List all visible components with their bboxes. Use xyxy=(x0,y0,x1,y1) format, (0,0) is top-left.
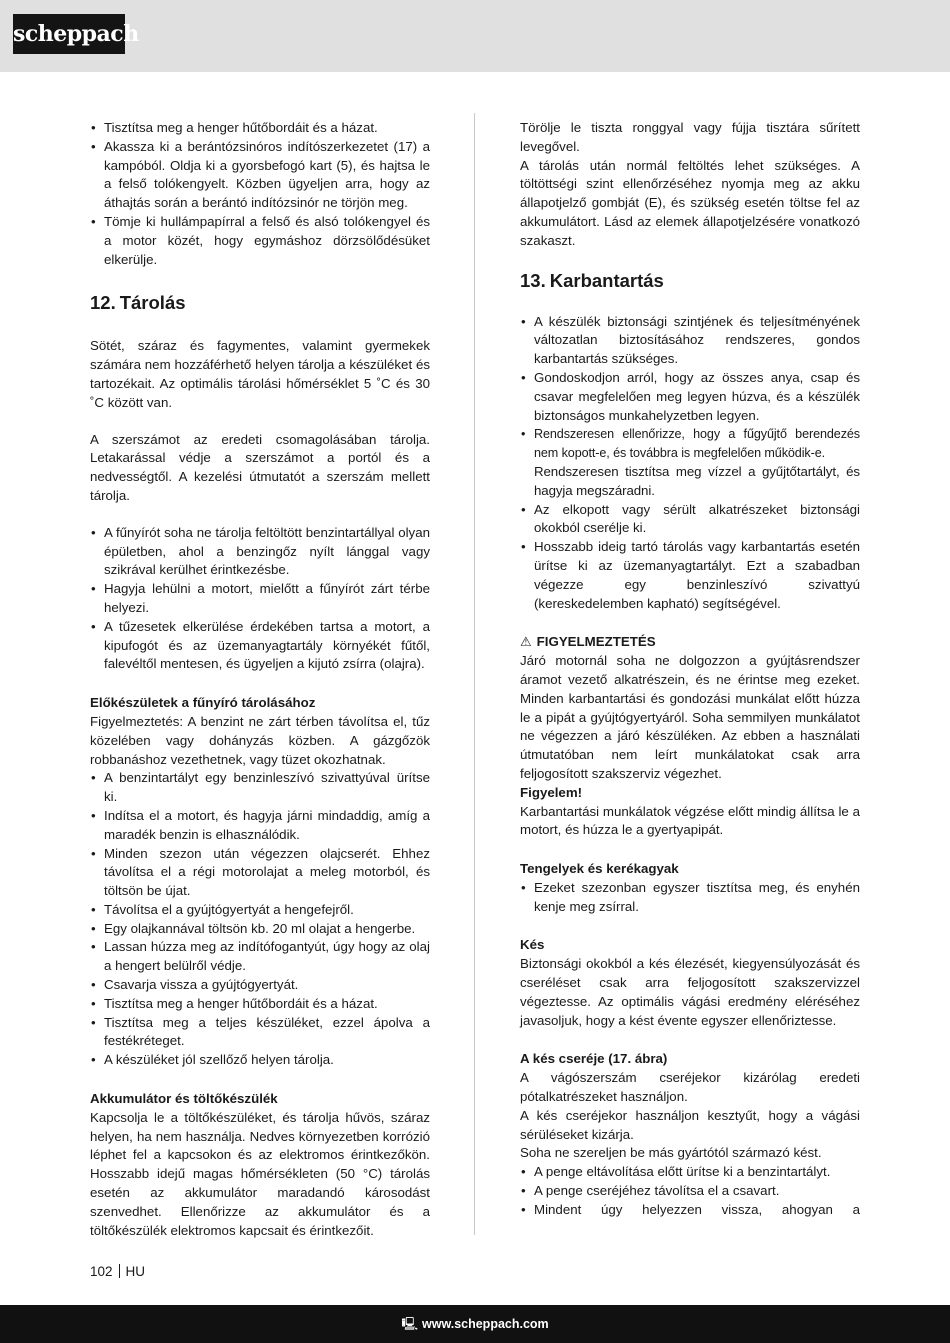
list-item: • Tömje ki hullámpapírral a felső és alsó tolókengyel és a motor közét, hogy egymáshoz dörzsölődésüket elkerülje. xyxy=(90,213,430,269)
list-item: • A benzintartályt egy benzinleszívó szivattyúval ürítse ki. xyxy=(90,769,430,807)
cleaning-list xyxy=(90,119,430,269)
list-item: • Hosszabb ideig tartó tárolás vagy karbantartás esetén ürítse ki az üzemanyagtartályt. Ezt a szabadban végezze egy benzinleszívó szivattyú (kereskedelemben kapható) segítségével. xyxy=(520,538,860,613)
list-item: • A penge cseréjéhez távolítsa el a csavart. xyxy=(520,1182,860,1201)
list-item: • Távolítsa el a gyújtógyertyát a hengefejről. xyxy=(90,901,430,920)
column-divider xyxy=(474,113,475,1235)
list-item: • Indítsa el a motort, és hagyja járni mindaddig, amíg a maradék benzin is elhasználódik. xyxy=(90,807,430,845)
list-item: • A készüléket jól szellőző helyen tárolja. xyxy=(90,1051,430,1070)
list-item: • Hagyja lehülni a motort, mielőtt a fűnyírót zárt térbe helyezi. xyxy=(90,580,430,618)
bottom-bar xyxy=(0,1305,950,1343)
footer-separator xyxy=(119,1264,120,1278)
knife-change-line: A kés cseréjekor használjon kesztyűt, hogy a vágási sérüléseket kizárja. xyxy=(520,1107,860,1142)
knife-change-list xyxy=(520,1163,860,1219)
section-heading-storage: 12. Tárolás xyxy=(90,292,186,314)
fuel-warning-list xyxy=(90,524,430,674)
warning-icon: ⚠ xyxy=(520,634,532,650)
website-link[interactable]: 🖳 www.scheppach.com xyxy=(401,1317,549,1331)
list-item: • Gondoskodjon arról, hogy az összes anya, csap és csavar megfelelően meg legyen húzva, és a készülék biztonságos munkahelyzetben legyen. xyxy=(520,369,860,425)
page-footer xyxy=(90,1264,145,1279)
subheading-knife: Kés xyxy=(520,937,545,953)
list-item: • Tisztítsa meg a henger hűtőbordáit és a házat. xyxy=(90,995,430,1014)
scheppach-logo: scheppach xyxy=(13,14,125,54)
list-item: • A tűzesetek elkerülése érdekében tartsa a motort, a kipufogót és az üzemanyagtartály környékét fűtől, falevéltől mentesen, és ügyeljen a kijutó zsírra (olajra). xyxy=(90,618,430,674)
right-column xyxy=(520,119,860,1220)
list-item: • Csavarja vissza a gyújtógyertyát. xyxy=(90,976,430,995)
storage-paragraph: A szerszámot az eredeti csomagolásában tárolja. Letakarással védje a szerszámot a portól és a nedvességtől. A kezelési útmutatót a szerszám mellett tárolja. xyxy=(90,431,430,503)
list-item: • Lassan húzza meg az indítófogantyút, úgy hogy az olaj a hengert belülről védje. xyxy=(90,938,430,976)
attention-heading: Figyelem! xyxy=(520,784,583,800)
knife-change-line: Soha ne szereljen be más gyártótól származó kést. xyxy=(520,1145,822,1161)
subheading-knife-change: A kés cseréje (17. ábra) xyxy=(520,1051,668,1067)
list-item: • A készülék biztonsági szintjének és teljesítményének változatlan biztosításához rendszeres, gondos karbantartás szükséges. xyxy=(520,313,860,369)
list-item: • Minden szezon után végezzen olajcserét. Ehhez távolítsa el a régi motorolajat a meleg motorból, és töltsön be újat. xyxy=(90,845,430,901)
computer-icon: 🖳 xyxy=(401,1317,419,1331)
list-item: • Rendszeresen ellenőrizze, hogy a fűgyűjtő berendezés nem kopott-e, és továbbra is megfelelően működik-e. Rendszeresen tisztítsa meg vízzel a gyűjtőtartályt, és hagyja megszáradni. xyxy=(520,425,860,500)
subheading-axles: Tengelyek és kerékagyak xyxy=(520,861,679,877)
maintenance-list xyxy=(520,313,860,614)
list-item: • Tisztítsa meg a teljes készüléket, ezzel ápolva a festékréteget. xyxy=(90,1014,430,1052)
list-item: • Tisztítsa meg a henger hűtőbordáit és a házat. xyxy=(90,119,430,138)
section-heading-maintenance: 13. Karbantartás xyxy=(520,269,664,291)
storage-paragraph: Sötét, száraz és fagymentes, valamint gyermekek számára nem hozzáférhető helyen tárolja a készüléket és tartozékait. Az optimális tárolási hőmérséklet 5 ˚C és 30 ˚C között van. xyxy=(90,338,430,410)
list-item: • Akassza ki a berántózsinóros indítószerkezetet (17) a kampóból. Oldja ki a gyorsbefogó kart (5), és hajtsa le a felső tolókengyelt. Közben ügyeljen arra, hogy az áthajtás során a berántó indítózsinór ne törjön meg. xyxy=(90,138,430,213)
charging-paragraph: A tárolás után normál feltöltés lehet szükséges. A töltöttségi szint ellenőrzéséhez nyomja meg az akku állapotjelző gombját (E), és szükség esetén töltse fel az akkumulátort. Lásd az elemek állapotjelzésére vonatkozó szakaszt. xyxy=(520,157,860,248)
cleaning-paragraph: Törölje le tiszta ronggyal vagy fújja tisztára sűrített levegővel. xyxy=(520,120,860,154)
warning-paragraph: Járó motornál soha ne dolgozzon a gyújtásrendszer áramot vezető alkatrészein, és ne érintse meg ezeket. Minden karbantartási és gondozási munkálat előtt húzza le a pipát a gyújtógyertyáról. Soha semmilyen munkálatot ne végezzen a járó készüléken. Az ebben a használati útmutatóban nem leírt munkálatokat csak arra feljogosított szakszerviz végezhet. xyxy=(520,653,860,781)
list-item: • Mindent úgy helyezzen vissza, ahogyan a xyxy=(520,1201,860,1220)
language-code: HU xyxy=(125,1264,146,1279)
knife-paragraph: Biztonsági okokból a kés élezését, kiegyensúlyozását és cseréléset csak arra feljogosított szakszervizzel végeztesse. Az optimális vágási eredmény eléréséhez javasoljuk, hogy a kést évente egyszer ellenőriztesse. xyxy=(520,956,860,1028)
knife-change-line: A vágószerszám cseréjekor kizárólag eredeti pótalkatrészeket használjon. xyxy=(520,1070,860,1105)
list-item: • A penge eltávolítása előtt ürítse ki a benzintartályt. xyxy=(520,1163,860,1182)
left-column xyxy=(90,119,430,1240)
preparation-warning: Figyelmeztetés: A benzint ne zárt térben távolítsa el, tűz közelében vagy dohányzás közben. A gázgőzök robbanáshoz vezethetnek, vagy tüzet okozhatnak. xyxy=(90,713,430,767)
list-item: • A fűnyírót soha ne tárolja feltöltött benzintartállyal olyan épületben, ahol a benzingőz nyílt lánggal vagy szikrával kerülhet érintkezésbe. xyxy=(90,524,430,580)
list-item: • Az elkopott vagy sérült alkatrészeket biztonsági okokból cserélje ki. xyxy=(520,501,860,539)
warning-heading: ⚠ FIGYELMEZTETÉS xyxy=(520,633,860,652)
battery-paragraph: Kapcsolja le a töltőkészüléket, és tárolja hűvös, száraz helyen, ha nem használja. Nedves környezetben korrózió léphet fel a kapcsokon és az elektromos érintkezőkön. Hosszabb idejű magas hőmérsékleten (50 °C) tárolás esetén az akkumulátor maradandó károsodást szenvedhet. Ellenőrizze az akkumulátor és a töltőkészülék elektromos kapcsait és érintkezőit. xyxy=(90,1109,430,1238)
subheading-preparation: Előkészületek a fűnyíró tárolásához xyxy=(90,695,316,711)
preparation-list xyxy=(90,769,430,1070)
list-item: • Ezeket szezonban egyszer tisztítsa meg, és enyhén kenje meg zsírral. xyxy=(520,879,860,917)
subheading-battery: Akkumulátor és töltőkészülék xyxy=(90,1091,278,1107)
attention-paragraph: Karbantartási munkálatok végzése előtt mindig állítsa le a motort, és húzza le a gyertyapipát. xyxy=(520,803,860,838)
axle-list xyxy=(520,879,860,917)
header-bar xyxy=(0,0,950,72)
list-item: • Egy olajkannával töltsön kb. 20 ml olajat a hengerbe. xyxy=(90,920,430,939)
page-number: 102 xyxy=(90,1264,113,1279)
